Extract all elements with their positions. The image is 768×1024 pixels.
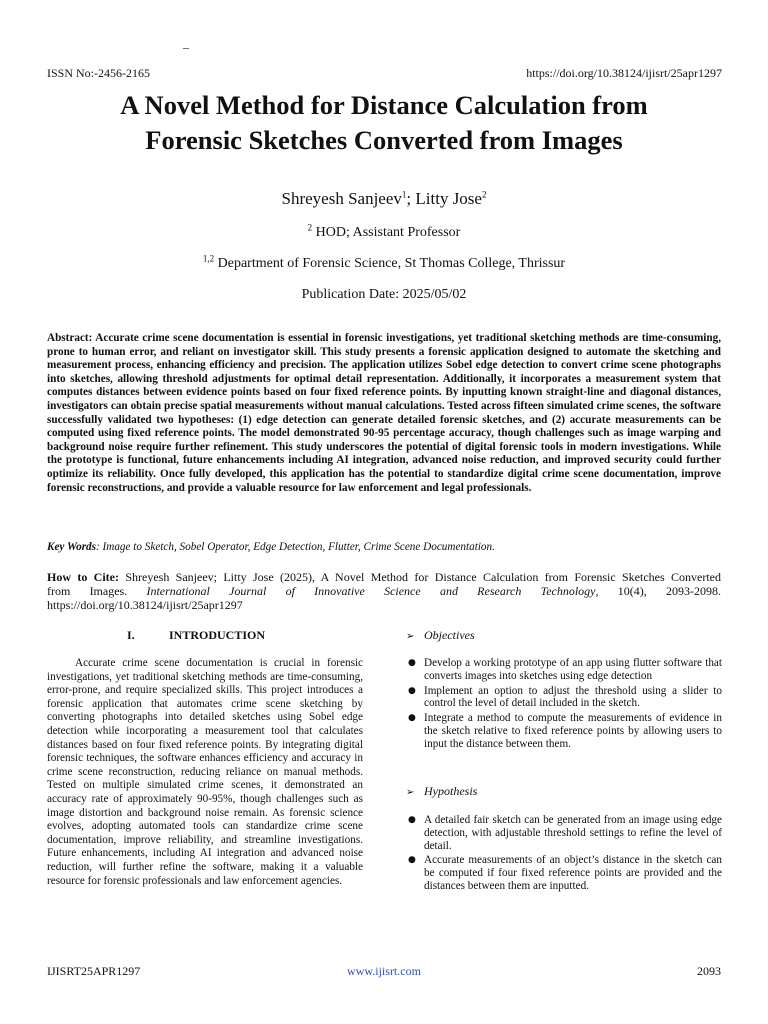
footer-paper-id: IJISRT25APR1297 <box>47 964 141 978</box>
bullet-icon: ● <box>408 658 416 668</box>
keywords <box>47 541 721 553</box>
author-2-sup: 2 <box>481 189 487 200</box>
header-doi-link[interactable]: https://doi.org/10.38124/ijisrt/25apr1297 <box>526 66 722 80</box>
header-mark: – <box>183 40 189 54</box>
abstract-label: Abstract: <box>47 332 93 344</box>
how-to-cite-journal: International Journal of Innovative Science and Research Technology <box>146 584 596 598</box>
introduction-text: Accurate crime scene documentation is crucial in forensic investigations, yet traditional sketching methods are time-consuming, error-prone, and require specialized skills. This project introduces a forensic application that automates crime scene sketching by converting photographs into detailed sketches using Sobel edge detection while incorporating a measurement tool that calculates distances based on four fixed reference points. By integrating digital forensic techniques, the software enhances efficiency and accuracy in crime scene reconstruction, reducing reliance on manual methods. Tested on multiple simulated crime scenes, it demonstrated an accuracy rate of approximately 90-95%, though challenges such as image distortion and background noise remain. As forensic science evolves, adopting automated tools can standardize crime scene documentation, improve reliability, and streamline investigations. Future enhancements, including AI integration and advanced noise reduction, will further refine the software, making it a valuable resource for forensic professionals and law enforcement agencies. <box>47 657 363 887</box>
affiliation-role-sup: 2 <box>307 222 313 233</box>
title-line-1: A Novel Method for Distance Calculation from <box>120 90 648 120</box>
author-1-sup: 1 <box>401 189 407 200</box>
hypothesis-item <box>406 814 722 852</box>
how-to-cite-line-1 <box>47 570 721 584</box>
objectives-heading-text: Objectives <box>424 628 475 642</box>
objective-item-text: Integrate a method to compute the measurements of evidence in the sketch relative to fixed reference points by allowing users to input the distance between them. <box>424 712 722 750</box>
bullet-icon: ● <box>408 815 416 825</box>
title-line-2: Forensic Sketches Converted from Images <box>145 125 623 155</box>
hypothesis-item-text: A detailed fair sketch can be generated from an image using edge detection, with adjustable threshold settings to refine the level of detail. <box>424 814 722 852</box>
author-1: Shreyesh Sanjeev <box>281 189 402 208</box>
hypothesis-heading <box>406 784 722 799</box>
footer-website-link[interactable]: www.ijisrt.com <box>347 964 421 978</box>
keywords-label: Key Words <box>47 541 96 553</box>
hypothesis-heading-text: Hypothesis <box>424 784 478 798</box>
keywords-text: : Image to Sketch, Sobel Operator, Edge Detection, Flutter, Crime Scene Documentation. <box>96 541 495 553</box>
abstract-text: Accurate crime scene documentation is essential in forensic investigations, yet traditional sketching methods are time-consuming, prone to human error, and reliant on investigator skill. This study presents a forensic application designed to automate the sketching and measurement process, enhancing efficiency and precision. The application utilizes Sobel edge detection to convert crime scene photographs into sketches, allowing threshold adjustments for optimal detail representation. Additionally, it incorporates a measurement system that computes distances between evidence points based on four fixed reference points. By inputting known straight-line and diagonal distances, investigators can obtain precise spatial measurements without manual calculations. Tested across fifteen simulated crime scenes, the software successfully validated two hypotheses: (1) edge detection can generate detailed forensic sketches, and (2) accurate measurements can be computed using fixed reference points. The model demonstrated 90-95 percentage accuracy, though challenges such as image warping and background noise require further refinement. This study underscores the potential of digital forensic tools in modern investigations. While the prototype is functional, future enhancements including AI integration, advanced noise reduction, and improved security could further optimize its reliability. Once fully developed, this application has the potential to standardize digital crime scene documentation, improve forensic reconstructions, and provide a valuable resource for law enforcement and legal professionals. <box>47 332 721 494</box>
objectives-heading <box>406 628 722 643</box>
how-to-cite-doi-link[interactable]: https://doi.org/10.38124/ijisrt/25apr1297 <box>47 598 243 612</box>
publication-date: Publication Date: 2025/05/02 <box>301 287 467 302</box>
how-to-cite-line-2-end: , 10(4), 2093-2098. <box>595 584 721 598</box>
objective-item-text: Develop a working prototype of an app using flutter software that converts images into sketches using edge detection <box>424 657 722 682</box>
issn-number: ISSN No:-2456-2165 <box>47 66 151 80</box>
bullet-icon: ● <box>408 685 416 696</box>
objective-item <box>406 712 722 750</box>
how-to-cite-label: How to Cite: <box>47 570 119 584</box>
paper-title <box>30 88 738 158</box>
how-to-cite-line-2 <box>47 584 721 598</box>
section-name: INTRODUCTION <box>169 628 266 642</box>
section-number: I. <box>127 628 135 642</box>
how-to-cite-line-2-start: from Images. <box>47 584 147 598</box>
objectives-list <box>406 657 722 753</box>
affiliation-role <box>0 222 768 241</box>
author-separator: ; <box>406 189 416 208</box>
objectives-arrow-icon: ➢ <box>406 631 415 642</box>
affiliation-department <box>0 253 768 272</box>
hypothesis-item <box>406 854 722 892</box>
objective-item-text: Implement an option to adjust the threshold using a slider to control the level of detail included in the sketch. <box>424 684 722 710</box>
affiliation-department-text: Department of Forensic Science, St Thomas College, Thrissur <box>214 256 566 271</box>
author-2: Litty Jose <box>415 189 482 208</box>
bullet-icon: ● <box>408 713 416 724</box>
hypothesis-arrow-icon: ➢ <box>406 787 415 798</box>
footer-page-number: 2093 <box>697 964 721 978</box>
objective-item <box>406 685 722 711</box>
affiliation-role-text: HOD; Assistant Professor <box>312 225 461 240</box>
bullet-icon: ● <box>408 855 416 866</box>
abstract <box>47 332 721 495</box>
objective-item <box>406 657 722 683</box>
affiliation-department-sup: 1,2 <box>202 253 215 264</box>
how-to-cite-text: Shreyesh Sanjeev; Litty Jose (2025), A Novel Method for Distance Calculation from Forensic Sketches Converted <box>119 570 721 584</box>
how-to-cite <box>47 570 721 612</box>
authors <box>0 189 768 209</box>
hypothesis-list <box>406 814 722 895</box>
hypothesis-item-text: Accurate measurements of an object’s distance in the sketch can be computed if four fixed reference points are provided and the distances between them are inputted. <box>424 854 722 892</box>
